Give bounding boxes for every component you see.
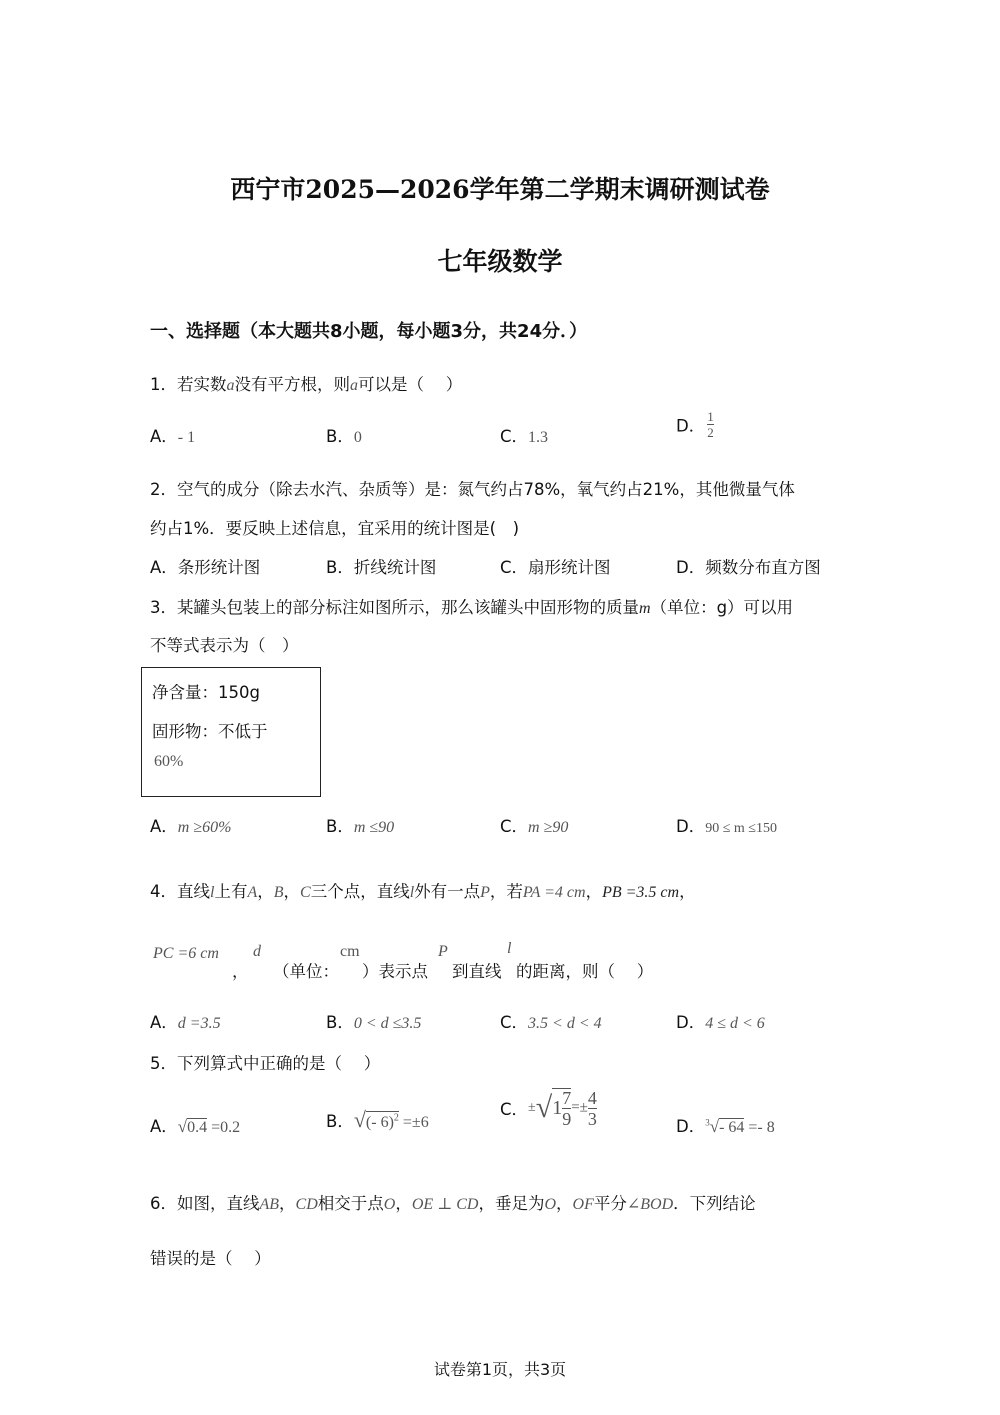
- q3-option-c: C．m ≥90: [500, 817, 569, 836]
- label-percent: 60%: [154, 753, 184, 770]
- question-3-line2: 不等式表示为（ ）: [150, 636, 299, 655]
- q1-option-c: C．1.3: [500, 427, 549, 446]
- question-4-text-b: 到直线: [452, 962, 502, 981]
- question-1-stem: 1．若实数a没有平方根，则a可以是（ ）: [150, 375, 463, 394]
- question-4-comma: ，: [232, 962, 249, 981]
- q1-option-a: A．- 1: [150, 427, 196, 446]
- label-solids: 固形物：不低于: [152, 722, 268, 741]
- question-4-text-c: 的距离，则（ ）: [516, 962, 654, 981]
- question-4-line2: PC =6 cm: [153, 945, 219, 962]
- question-2-line1: 2．空气的成分（除去水汽、杂质等）是：氮气约占78%，氧气约占21%，其他微量气体: [150, 480, 795, 499]
- exam-subtitle: 七年级数学: [437, 247, 563, 276]
- exam-title: 西宁市2025—2026学年第二学期末调研测试卷: [230, 175, 770, 204]
- q2-option-a: A．条形统计图: [150, 558, 261, 577]
- question-2-line2: 约占1%．要反映上述信息，宜采用的统计图是( ): [150, 519, 520, 538]
- question-4-unit-label: （单位：: [273, 962, 339, 981]
- question-4-var-d: d: [253, 943, 261, 960]
- section-heading: 一、选择题（本大题共8小题，每小题3分，共24分．）: [150, 321, 588, 342]
- question-3-line1: 3．某罐头包装上的部分标注如图所示，那么该罐头中固形物的质量m（单位：g）可以用: [150, 598, 794, 617]
- label-net-content: 净含量：150g: [152, 683, 260, 702]
- q2-option-d: D．频数分布直方图: [676, 558, 821, 577]
- q5-option-c: C．±√1 $\frac{7}{9}$ =± $\frac{4}{3}$: [500, 1087, 597, 1129]
- q3-option-d: D．90 ≤ m ≤150: [676, 817, 777, 836]
- question-6-line1: 6．如图，直线AB，CD相交于点O，OE ⊥ CD，垂足为O，OF平分∠BOD．下列结论: [150, 1194, 756, 1213]
- question-5-stem: 5．下列算式中正确的是（ ）: [150, 1054, 381, 1073]
- q4-option-b: B．0 < d ≤3.5: [326, 1013, 422, 1032]
- page-footer: 试卷第1页，共3页: [433, 1360, 567, 1379]
- question-4-var-l: l: [507, 940, 512, 957]
- q5-option-b: B．√(- 6)$^2$ =±6: [326, 1107, 429, 1132]
- question-4-text-a: ）表示点: [362, 962, 428, 981]
- q4-option-d: D．4 ≤ d < 6: [676, 1013, 765, 1032]
- question-4-unit-cm: cm: [340, 943, 360, 960]
- q4-option-a: A．d =3.5: [150, 1013, 221, 1032]
- question-4-var-p: P: [438, 943, 448, 960]
- q5-option-d: D．$^3$√- 64 =- 8: [676, 1117, 775, 1136]
- q2-option-c: C．扇形统计图: [500, 558, 611, 577]
- q2-option-b: B．折线统计图: [326, 558, 437, 577]
- question-4-line1: 4．直线l上有A，B，C三个点，直线l外有一点P，若PA =4 cm，PB =3.5 cm，: [150, 882, 696, 901]
- q5-option-a: A．√0.4 =0.2: [150, 1117, 241, 1136]
- q4-option-c: C．3.5 < d < 4: [500, 1013, 602, 1032]
- q1-option-b: B．0: [326, 427, 362, 446]
- q3-option-a: A．m ≥60%: [150, 817, 232, 836]
- q1-option-d: D． $\frac{1}{2}$: [676, 409, 714, 440]
- q3-option-b: B．m ≤90: [326, 817, 395, 836]
- question-6-line2: 错误的是（ ）: [150, 1249, 271, 1268]
